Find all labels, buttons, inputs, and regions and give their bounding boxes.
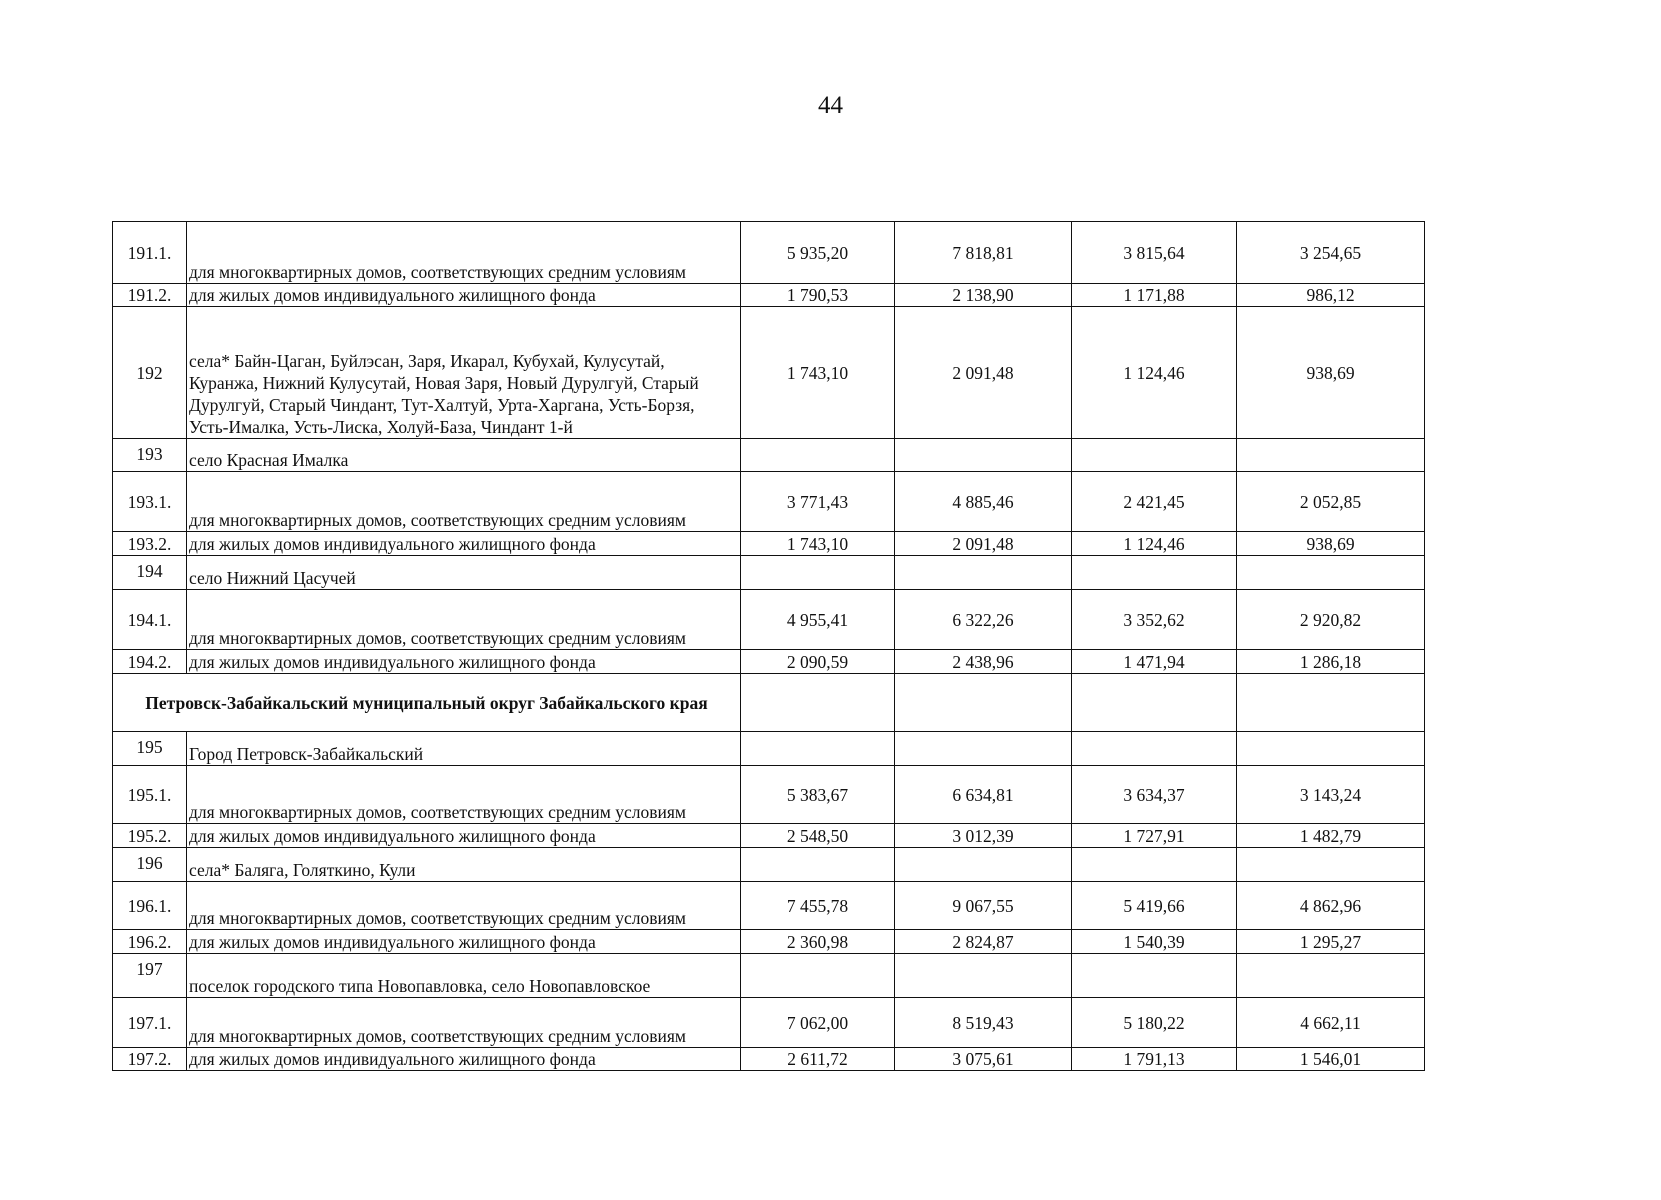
value-cell-2: 2 091,48 <box>895 307 1072 439</box>
value-cell-2: 7 818,81 <box>895 222 1072 284</box>
district-header-row <box>113 674 1425 732</box>
row-number: 195 <box>113 732 187 766</box>
value-cell-3: 3 634,37 <box>1072 766 1237 824</box>
value-cell-3 <box>1072 439 1237 472</box>
table-row <box>113 472 1425 532</box>
value-cell-1: 1 743,10 <box>741 307 895 439</box>
value-cell-1 <box>741 556 895 590</box>
value-cell-4 <box>1237 848 1425 882</box>
row-number: 195.2. <box>113 824 187 848</box>
page-number: 44 <box>818 92 843 119</box>
row-description: Город Петровск-Забайкальский <box>187 732 741 766</box>
value-cell-3 <box>1072 954 1237 998</box>
value-cell-3 <box>1072 848 1237 882</box>
table-row <box>113 439 1425 472</box>
table-row <box>113 930 1425 954</box>
value-cell-2 <box>895 954 1072 998</box>
value-cell-4: 1 546,01 <box>1237 1048 1425 1071</box>
value-cell-1: 2 090,59 <box>741 650 895 674</box>
row-description: для многоквартирных домов, соответствующих средним условиям <box>187 766 741 824</box>
value-cell-2: 3 012,39 <box>895 824 1072 848</box>
table-row <box>113 307 1425 439</box>
value-cell-4: 1 482,79 <box>1237 824 1425 848</box>
value-cell-4 <box>1237 556 1425 590</box>
value-cell-2: 8 519,43 <box>895 998 1072 1048</box>
value-cell-2: 6 322,26 <box>895 590 1072 650</box>
row-number: 197 <box>113 954 187 998</box>
value-cell-4: 4 862,96 <box>1237 882 1425 930</box>
value-cell-3: 1 471,94 <box>1072 650 1237 674</box>
row-description: село Красная Ималка <box>187 439 741 472</box>
empty-cell <box>895 674 1072 732</box>
row-description: для жилых домов индивидуального жилищного фонда <box>187 1048 741 1071</box>
table-row <box>113 650 1425 674</box>
value-cell-2: 2 138,90 <box>895 284 1072 307</box>
row-number: 195.1. <box>113 766 187 824</box>
empty-cell <box>1072 674 1237 732</box>
row-description: для жилых домов индивидуального жилищного фонда <box>187 650 741 674</box>
row-number: 192 <box>113 307 187 439</box>
row-description: для многоквартирных домов, соответствующих средним условиям <box>187 472 741 532</box>
row-number: 197.2. <box>113 1048 187 1071</box>
value-cell-4: 3 254,65 <box>1237 222 1425 284</box>
table-row <box>113 532 1425 556</box>
row-description: для многоквартирных домов, соответствующих средним условиям <box>187 222 741 284</box>
table-row <box>113 998 1425 1048</box>
value-cell-4: 4 662,11 <box>1237 998 1425 1048</box>
value-cell-3: 1 171,88 <box>1072 284 1237 307</box>
row-number: 196.2. <box>113 930 187 954</box>
value-cell-2: 2 438,96 <box>895 650 1072 674</box>
value-cell-2 <box>895 439 1072 472</box>
value-cell-2 <box>895 556 1072 590</box>
value-cell-4 <box>1237 439 1425 472</box>
table-row <box>113 284 1425 307</box>
value-cell-4 <box>1237 732 1425 766</box>
row-number: 193.2. <box>113 532 187 556</box>
row-number: 196.1. <box>113 882 187 930</box>
value-cell-1 <box>741 439 895 472</box>
district-header: Петровск-Забайкальский муниципальный округ Забайкальского края <box>113 674 741 732</box>
row-description: для многоквартирных домов, соответствующих средним условиям <box>187 998 741 1048</box>
value-cell-4: 938,69 <box>1237 307 1425 439</box>
value-cell-3: 5 419,66 <box>1072 882 1237 930</box>
value-cell-2 <box>895 732 1072 766</box>
value-cell-1: 2 611,72 <box>741 1048 895 1071</box>
row-number: 191.1. <box>113 222 187 284</box>
row-description: для жилых домов индивидуального жилищного фонда <box>187 824 741 848</box>
value-cell-1: 5 383,67 <box>741 766 895 824</box>
row-number: 193.1. <box>113 472 187 532</box>
value-cell-3: 3 815,64 <box>1072 222 1237 284</box>
value-cell-1: 1 743,10 <box>741 532 895 556</box>
row-number: 191.2. <box>113 284 187 307</box>
row-description: для многоквартирных домов, соответствующих средним условиям <box>187 590 741 650</box>
value-cell-1 <box>741 732 895 766</box>
table-row <box>113 882 1425 930</box>
table-row <box>113 1048 1425 1071</box>
value-cell-2: 2 091,48 <box>895 532 1072 556</box>
value-cell-3 <box>1072 556 1237 590</box>
row-number: 193 <box>113 439 187 472</box>
value-cell-4: 3 143,24 <box>1237 766 1425 824</box>
table-row <box>113 732 1425 766</box>
value-cell-4: 986,12 <box>1237 284 1425 307</box>
value-cell-4: 1 295,27 <box>1237 930 1425 954</box>
value-cell-2: 3 075,61 <box>895 1048 1072 1071</box>
value-cell-2: 2 824,87 <box>895 930 1072 954</box>
empty-cell <box>1237 674 1425 732</box>
row-number: 194.2. <box>113 650 187 674</box>
value-cell-4: 2 920,82 <box>1237 590 1425 650</box>
value-cell-3: 1 124,46 <box>1072 532 1237 556</box>
table-row <box>113 824 1425 848</box>
value-cell-3: 2 421,45 <box>1072 472 1237 532</box>
value-cell-1: 5 935,20 <box>741 222 895 284</box>
row-description: села* Баляга, Голяткино, Кули <box>187 848 741 882</box>
row-number: 194 <box>113 556 187 590</box>
value-cell-2 <box>895 848 1072 882</box>
row-description: для жилых домов индивидуального жилищного фонда <box>187 284 741 307</box>
value-cell-3: 1 124,46 <box>1072 307 1237 439</box>
value-cell-1: 2 360,98 <box>741 930 895 954</box>
value-cell-3 <box>1072 732 1237 766</box>
table-row <box>113 848 1425 882</box>
value-cell-1 <box>741 848 895 882</box>
value-cell-3: 5 180,22 <box>1072 998 1237 1048</box>
table-row <box>113 766 1425 824</box>
table-row <box>113 556 1425 590</box>
value-cell-1: 2 548,50 <box>741 824 895 848</box>
table-row <box>113 222 1425 284</box>
value-cell-1: 4 955,41 <box>741 590 895 650</box>
row-number: 196 <box>113 848 187 882</box>
value-cell-4: 2 052,85 <box>1237 472 1425 532</box>
row-description: для жилых домов индивидуального жилищного фонда <box>187 532 741 556</box>
value-cell-4: 938,69 <box>1237 532 1425 556</box>
row-description: поселок городского типа Новопавловка, село Новопавловское <box>187 954 741 998</box>
value-cell-3: 3 352,62 <box>1072 590 1237 650</box>
value-cell-3: 1 727,91 <box>1072 824 1237 848</box>
value-cell-3: 1 540,39 <box>1072 930 1237 954</box>
value-cell-3: 1 791,13 <box>1072 1048 1237 1071</box>
table-row <box>113 954 1425 998</box>
value-cell-4 <box>1237 954 1425 998</box>
value-cell-1: 3 771,43 <box>741 472 895 532</box>
value-cell-2: 9 067,55 <box>895 882 1072 930</box>
value-cell-1: 7 455,78 <box>741 882 895 930</box>
row-number: 197.1. <box>113 998 187 1048</box>
value-cell-1: 1 790,53 <box>741 284 895 307</box>
row-number: 194.1. <box>113 590 187 650</box>
value-cell-2: 4 885,46 <box>895 472 1072 532</box>
empty-cell <box>741 674 895 732</box>
value-cell-2: 6 634,81 <box>895 766 1072 824</box>
value-cell-1 <box>741 954 895 998</box>
row-description: для жилых домов индивидуального жилищного фонда <box>187 930 741 954</box>
value-cell-4: 1 286,18 <box>1237 650 1425 674</box>
value-cell-1: 7 062,00 <box>741 998 895 1048</box>
table-row <box>113 590 1425 650</box>
row-description: села* Байн-Цаган, Буйлэсан, Заря, Икарал, Кубухай, Кулусутай, Куранжа, Нижний Кулусутай, Новая Заря, Новый Дурулгуй, Старый Дурулгуй, Старый Чиндант, Тут-Халтуй, Урта-Харгана, Усть-Борзя, Усть-Ималка, Усть-Лиска, Холуй-База, Чиндант 1-й <box>187 307 741 439</box>
tariff-table <box>112 221 1425 1071</box>
row-description: село Нижний Цасучей <box>187 556 741 590</box>
row-description: для многоквартирных домов, соответствующих средним условиям <box>187 882 741 930</box>
